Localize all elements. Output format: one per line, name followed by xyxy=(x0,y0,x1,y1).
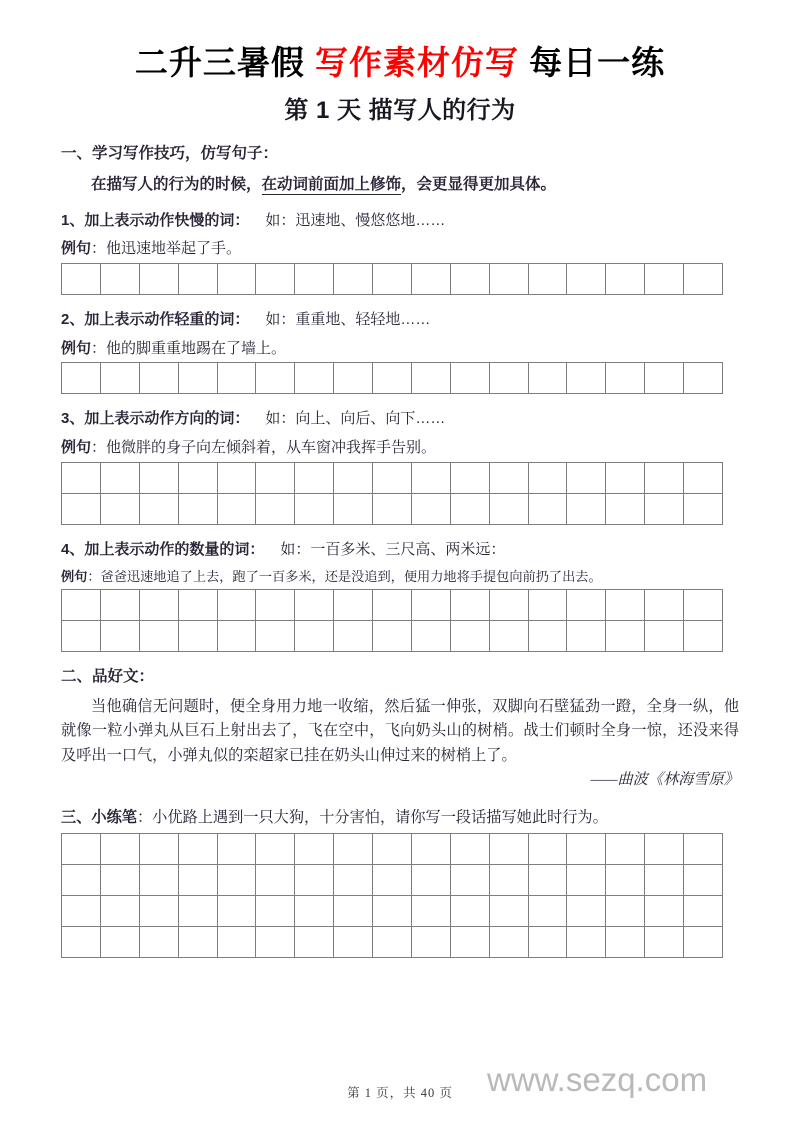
writing-grid-cell[interactable] xyxy=(606,864,645,895)
writing-grid-cell[interactable] xyxy=(295,864,334,895)
writing-grid-cell[interactable] xyxy=(178,590,217,621)
practice-item-sentence xyxy=(61,437,739,459)
writing-grid-cell[interactable] xyxy=(373,462,412,493)
sentence-label: 例句 xyxy=(61,438,92,456)
writing-grid-cell[interactable] xyxy=(295,621,334,652)
writing-grid-cell[interactable] xyxy=(411,462,450,493)
writing-grid-cell[interactable] xyxy=(684,264,723,295)
writing-grid-cell[interactable] xyxy=(645,895,684,926)
writing-grid-row xyxy=(62,462,723,493)
writing-grid-row xyxy=(62,895,723,926)
sentence-text: ：他的脚重重地踢在了墙上。 xyxy=(91,339,287,357)
writing-grid-cell[interactable] xyxy=(295,590,334,621)
writing-grid-cell[interactable] xyxy=(334,833,373,864)
writing-grid-cell[interactable] xyxy=(411,493,450,524)
writing-grid-cell[interactable] xyxy=(256,264,295,295)
writing-grid-cell[interactable] xyxy=(373,864,412,895)
writing-grid-row xyxy=(62,363,723,394)
section-two-passage xyxy=(61,695,739,769)
writing-grid-cell[interactable] xyxy=(295,493,334,524)
practice-item-sentence xyxy=(61,338,739,360)
writing-grid-cell[interactable] xyxy=(489,264,528,295)
writing-grid-row xyxy=(62,621,723,652)
writing-grid-cell[interactable] xyxy=(256,833,295,864)
writing-grid-cell[interactable] xyxy=(100,493,139,524)
writing-grid-final[interactable] xyxy=(61,833,723,958)
writing-grid-row xyxy=(62,926,723,957)
section-three-text: ：小优路上遇到一只大狗，十分害怕，请你写一段话描写她此时行为。 xyxy=(136,809,608,827)
writing-grid-cell[interactable] xyxy=(334,895,373,926)
writing-grid-cell[interactable] xyxy=(528,895,567,926)
writing-grid-cell[interactable] xyxy=(334,590,373,621)
writing-grid-cell[interactable] xyxy=(256,493,295,524)
writing-grid-cell[interactable] xyxy=(217,926,256,957)
practice-item-heading xyxy=(61,309,739,332)
writing-grid-cell[interactable] xyxy=(178,864,217,895)
writing-grid-cell[interactable] xyxy=(645,590,684,621)
practice-item-title: 3、加上表示动作方向的词： xyxy=(61,410,250,428)
writing-grid-cell[interactable] xyxy=(450,895,489,926)
title-suffix: 每日一练 xyxy=(519,44,666,81)
writing-grid-cell[interactable] xyxy=(178,833,217,864)
title-accent: 写作素材仿写 xyxy=(315,44,519,81)
writing-grid-cell[interactable] xyxy=(100,833,139,864)
writing-grid-cell[interactable] xyxy=(528,621,567,652)
writing-grid-cell[interactable] xyxy=(645,493,684,524)
practice-item-title: 2、加上表示动作轻重的词： xyxy=(61,311,250,329)
writing-grid-cell[interactable] xyxy=(178,462,217,493)
writing-grid-cell[interactable] xyxy=(684,926,723,957)
writing-grid-cell[interactable] xyxy=(489,363,528,394)
writing-grid-cell[interactable] xyxy=(528,264,567,295)
writing-grid-cell[interactable] xyxy=(334,926,373,957)
sentence-label: 例句 xyxy=(61,240,92,258)
writing-grid-cell[interactable] xyxy=(100,264,139,295)
practice-item-examples: 如：重重地、轻轻地…… xyxy=(265,311,431,329)
writing-grid-cell[interactable] xyxy=(528,864,567,895)
writing-grid-cell[interactable] xyxy=(645,621,684,652)
writing-grid-cell[interactable] xyxy=(62,621,101,652)
writing-grid-cell[interactable] xyxy=(256,363,295,394)
writing-grid-cell[interactable] xyxy=(373,621,412,652)
writing-grid-cell[interactable] xyxy=(450,493,489,524)
writing-grid-cell[interactable] xyxy=(217,462,256,493)
writing-grid-cell[interactable] xyxy=(411,264,450,295)
writing-grid-cell[interactable] xyxy=(684,590,723,621)
writing-grid-cell[interactable] xyxy=(373,590,412,621)
writing-grid-cell[interactable] xyxy=(139,926,178,957)
writing-grid-cell[interactable] xyxy=(567,493,606,524)
writing-grid-cell[interactable] xyxy=(62,493,101,524)
writing-grid-cell[interactable] xyxy=(450,864,489,895)
writing-grid-cell[interactable] xyxy=(567,926,606,957)
writing-grid-cell[interactable] xyxy=(489,833,528,864)
writing-grid-cell[interactable] xyxy=(139,895,178,926)
writing-grid-cell[interactable] xyxy=(100,462,139,493)
practice-item-heading xyxy=(61,408,739,431)
writing-grid-cell[interactable] xyxy=(411,895,450,926)
practice-item-examples: 如：向上、向后、向下…… xyxy=(265,410,446,428)
writing-grid-cell[interactable] xyxy=(139,864,178,895)
writing-grid-cell[interactable] xyxy=(373,895,412,926)
writing-grid-cell[interactable] xyxy=(606,926,645,957)
writing-grid-cell[interactable] xyxy=(411,864,450,895)
writing-grid-cell[interactable] xyxy=(567,462,606,493)
writing-grid-cell[interactable] xyxy=(256,895,295,926)
writing-grid-cell[interactable] xyxy=(100,895,139,926)
writing-grid-cell[interactable] xyxy=(411,363,450,394)
writing-grid-cell[interactable] xyxy=(178,363,217,394)
writing-grid-cell[interactable] xyxy=(334,493,373,524)
passage-text: 当他确信无问题时，便全身用力地一收缩，然后猛一伸张，双脚向石壁猛劲一蹬，全身一纵，他就像一粒小弹丸从巨石上射出去了，飞在空中，飞向奶头山的树梢。战士们顿时全身一惊，还没来得及呼出一口气，小弹丸似的栾超家已挂在奶头山伸过来的树梢上了。 xyxy=(61,697,739,764)
writing-grid-cell[interactable] xyxy=(334,363,373,394)
writing-grid-cell[interactable] xyxy=(217,590,256,621)
writing-grid-cell[interactable] xyxy=(489,926,528,957)
writing-grid-cell[interactable] xyxy=(139,493,178,524)
writing-grid-cell[interactable] xyxy=(217,363,256,394)
writing-grid-cell[interactable] xyxy=(334,264,373,295)
rule-underlined: 在动词前面加上修饰 xyxy=(261,175,402,193)
writing-grid-cell[interactable] xyxy=(100,363,139,394)
writing-grid-cell[interactable] xyxy=(217,264,256,295)
writing-grid-cell[interactable] xyxy=(645,462,684,493)
writing-grid-cell[interactable] xyxy=(256,462,295,493)
writing-grid-cell[interactable] xyxy=(256,926,295,957)
writing-grid-cell[interactable] xyxy=(450,264,489,295)
passage-attribution: ——曲波《林海雪原》 xyxy=(590,771,739,789)
writing-grid-item-2[interactable] xyxy=(61,362,723,394)
writing-grid-cell[interactable] xyxy=(606,621,645,652)
practice-item-examples: 如：一百多米、三尺高、两米远： xyxy=(280,540,506,558)
writing-grid-cell[interactable] xyxy=(567,864,606,895)
page-footer: 第 1 页，共 40 页 xyxy=(347,1086,453,1100)
writing-grid-cell[interactable] xyxy=(645,864,684,895)
writing-grid-cell[interactable] xyxy=(606,493,645,524)
writing-grid-cell[interactable] xyxy=(489,895,528,926)
writing-grid-cell[interactable] xyxy=(606,590,645,621)
writing-grid-cell[interactable] xyxy=(606,833,645,864)
writing-grid-cell[interactable] xyxy=(489,621,528,652)
page-subtitle: 第 1 天 描写人的行为 xyxy=(284,97,516,125)
writing-grid-item-4[interactable] xyxy=(61,589,723,652)
writing-grid-cell[interactable] xyxy=(450,621,489,652)
writing-grid-cell[interactable] xyxy=(645,926,684,957)
writing-grid-cell[interactable] xyxy=(334,621,373,652)
practice-item-heading xyxy=(61,210,739,233)
writing-grid-cell[interactable] xyxy=(373,363,412,394)
writing-grid-cell[interactable] xyxy=(62,833,101,864)
writing-grid-cell[interactable] xyxy=(489,590,528,621)
writing-grid-cell[interactable] xyxy=(684,895,723,926)
writing-grid-cell[interactable] xyxy=(645,264,684,295)
writing-grid-cell[interactable] xyxy=(217,895,256,926)
writing-grid-cell[interactable] xyxy=(450,833,489,864)
section-three-grid-wrap xyxy=(61,833,739,958)
writing-grid-cell[interactable] xyxy=(528,462,567,493)
practice-item-title: 1、加上表示动作快慢的词： xyxy=(61,211,250,229)
sentence-text: ：爸爸迅速地追了上去，跑了一百多米，还是没追到，便用力地将手提包向前扔了出去。 xyxy=(87,569,602,585)
rule-before: 在描写人的行为的时候， xyxy=(91,175,262,193)
writing-grid-row xyxy=(62,833,723,864)
section-one-heading: 一、学习写作技巧，仿写句子： xyxy=(61,145,279,163)
writing-grid-cell[interactable] xyxy=(373,833,412,864)
writing-grid-cell[interactable] xyxy=(217,493,256,524)
writing-grid-cell[interactable] xyxy=(139,363,178,394)
writing-grid-cell[interactable] xyxy=(489,462,528,493)
writing-grid-cell[interactable] xyxy=(411,590,450,621)
writing-grid-cell[interactable] xyxy=(411,621,450,652)
writing-grid-cell[interactable] xyxy=(62,264,101,295)
writing-grid-cell[interactable] xyxy=(606,363,645,394)
writing-grid-cell[interactable] xyxy=(334,462,373,493)
rule-after: ，会更显得更加具体。 xyxy=(401,175,557,193)
writing-grid-cell[interactable] xyxy=(567,833,606,864)
writing-grid-cell[interactable] xyxy=(178,895,217,926)
writing-grid-cell[interactable] xyxy=(256,621,295,652)
writing-grid-cell[interactable] xyxy=(684,363,723,394)
practice-items xyxy=(61,210,739,652)
writing-grid-cell[interactable] xyxy=(373,493,412,524)
writing-grid-cell[interactable] xyxy=(139,462,178,493)
title-prefix: 二升三暑假 xyxy=(134,44,315,81)
sentence-text: ：他微胖的身子向左倾斜着，从车窗冲我挥手告别。 xyxy=(91,438,437,456)
writing-grid-cell[interactable] xyxy=(528,590,567,621)
practice-item-title: 4、加上表示动作的数量的词： xyxy=(61,540,265,558)
writing-grid-cell[interactable] xyxy=(295,895,334,926)
writing-grid-row xyxy=(62,264,723,295)
writing-grid-cell[interactable] xyxy=(567,590,606,621)
practice-item xyxy=(61,210,739,295)
writing-grid-cell[interactable] xyxy=(684,621,723,652)
practice-item-examples: 如：迅速地、慢悠悠地…… xyxy=(265,211,446,229)
writing-grid-cell[interactable] xyxy=(528,493,567,524)
writing-grid-cell[interactable] xyxy=(295,462,334,493)
writing-grid-cell[interactable] xyxy=(139,621,178,652)
practice-item-sentence xyxy=(61,238,739,260)
sentence-label: 例句 xyxy=(61,339,92,357)
writing-grid-cell[interactable] xyxy=(178,264,217,295)
writing-grid-cell[interactable] xyxy=(217,621,256,652)
practice-item-heading xyxy=(61,539,739,562)
writing-grid-cell[interactable] xyxy=(100,864,139,895)
writing-grid-cell[interactable] xyxy=(489,864,528,895)
section-three-prompt xyxy=(61,807,739,830)
practice-item xyxy=(61,408,739,524)
writing-grid-cell[interactable] xyxy=(295,926,334,957)
sentence-label: 例句 xyxy=(61,569,88,585)
writing-grid-cell[interactable] xyxy=(217,864,256,895)
writing-grid-cell[interactable] xyxy=(450,363,489,394)
writing-grid-cell[interactable] xyxy=(334,864,373,895)
writing-grid-cell[interactable] xyxy=(100,590,139,621)
practice-item xyxy=(61,539,739,653)
writing-grid-item-1[interactable] xyxy=(61,263,723,295)
writing-grid-cell[interactable] xyxy=(528,363,567,394)
writing-grid-cell[interactable] xyxy=(139,264,178,295)
writing-grid-cell[interactable] xyxy=(295,264,334,295)
writing-grid-cell[interactable] xyxy=(450,926,489,957)
writing-grid-cell[interactable] xyxy=(62,590,101,621)
writing-grid-cell[interactable] xyxy=(450,590,489,621)
writing-grid-cell[interactable] xyxy=(62,895,101,926)
writing-grid-cell[interactable] xyxy=(450,462,489,493)
writing-grid-cell[interactable] xyxy=(139,590,178,621)
writing-grid-cell[interactable] xyxy=(256,864,295,895)
writing-grid-cell[interactable] xyxy=(684,833,723,864)
page-title xyxy=(61,0,739,83)
writing-grid-cell[interactable] xyxy=(373,926,412,957)
writing-grid-cell[interactable] xyxy=(100,621,139,652)
writing-grid-row xyxy=(62,864,723,895)
writing-grid-cell[interactable] xyxy=(606,462,645,493)
sentence-text: ：他迅速地举起了手。 xyxy=(91,240,242,258)
writing-grid-cell[interactable] xyxy=(567,621,606,652)
writing-grid-cell[interactable] xyxy=(645,833,684,864)
section-two-heading: 二、品好文： xyxy=(61,668,155,686)
writing-grid-cell[interactable] xyxy=(567,895,606,926)
writing-grid-row xyxy=(62,590,723,621)
writing-grid-cell[interactable] xyxy=(178,621,217,652)
writing-grid-cell[interactable] xyxy=(567,264,606,295)
writing-grid-cell[interactable] xyxy=(178,493,217,524)
writing-grid-cell[interactable] xyxy=(684,462,723,493)
writing-grid-cell[interactable] xyxy=(528,926,567,957)
writing-grid-cell[interactable] xyxy=(606,264,645,295)
writing-grid-cell[interactable] xyxy=(178,926,217,957)
writing-grid-row xyxy=(62,493,723,524)
writing-grid-cell[interactable] xyxy=(606,895,645,926)
practice-item xyxy=(61,309,739,394)
writing-grid-cell[interactable] xyxy=(295,363,334,394)
writing-grid-cell[interactable] xyxy=(256,590,295,621)
writing-grid-cell[interactable] xyxy=(411,926,450,957)
writing-grid-cell[interactable] xyxy=(217,833,256,864)
writing-grid-cell[interactable] xyxy=(645,363,684,394)
section-three-label: 三、小练笔 xyxy=(61,809,137,827)
writing-grid-cell[interactable] xyxy=(100,926,139,957)
writing-grid-cell[interactable] xyxy=(684,864,723,895)
writing-grid-cell[interactable] xyxy=(373,264,412,295)
writing-grid-cell[interactable] xyxy=(62,363,101,394)
section-one-rule xyxy=(61,173,739,196)
practice-item-sentence xyxy=(61,567,739,586)
writing-grid-cell[interactable] xyxy=(411,833,450,864)
writing-grid-cell[interactable] xyxy=(62,462,101,493)
writing-grid-cell[interactable] xyxy=(62,864,101,895)
writing-grid-cell[interactable] xyxy=(62,926,101,957)
writing-grid-cell[interactable] xyxy=(684,493,723,524)
writing-grid-cell[interactable] xyxy=(567,363,606,394)
writing-grid-item-3[interactable] xyxy=(61,462,723,525)
writing-grid-cell[interactable] xyxy=(139,833,178,864)
writing-grid-cell[interactable] xyxy=(489,493,528,524)
writing-grid-cell[interactable] xyxy=(295,833,334,864)
writing-grid-cell[interactable] xyxy=(528,833,567,864)
site-watermark: www.sezq.com xyxy=(487,1061,708,1098)
